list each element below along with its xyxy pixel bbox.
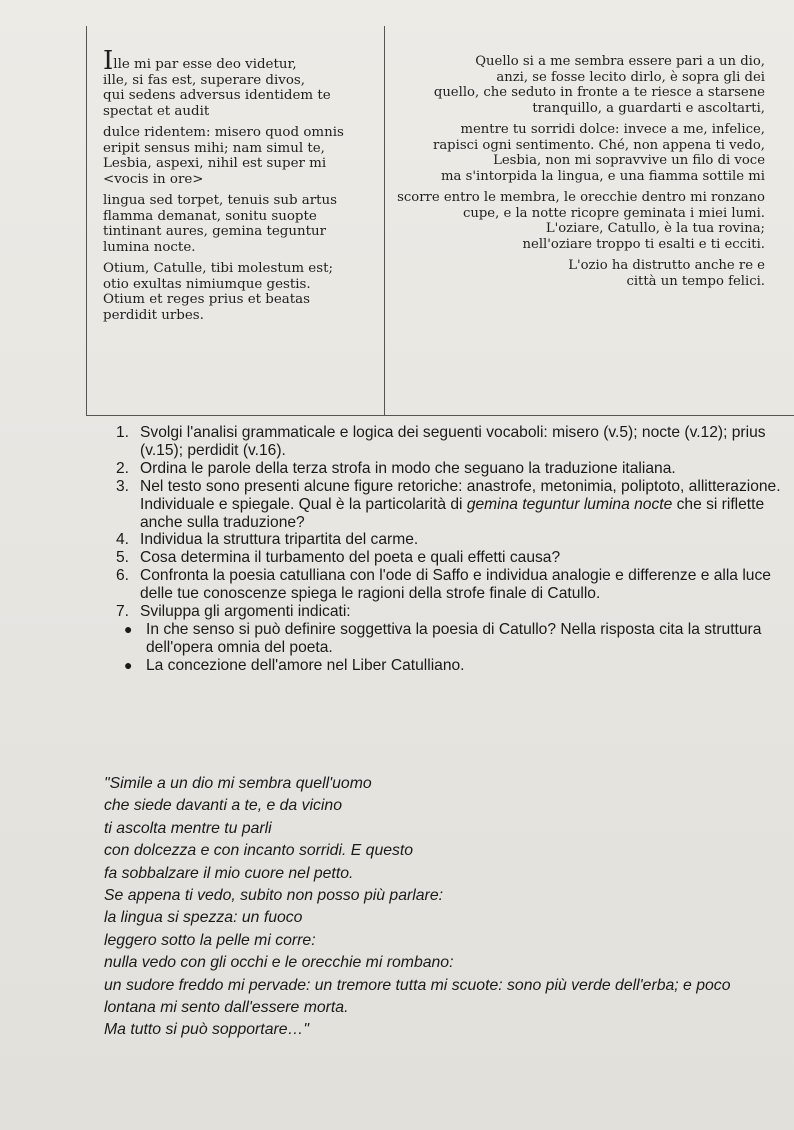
latin-line: Otium, Catulle, tibi molestum est; (103, 261, 333, 276)
italian-line: nell'oziare troppo ti esalti e ti ecciti. (522, 236, 765, 252)
italian-line: rapisci ogni sentimento. Ché, non appena ti vedo, (433, 137, 765, 153)
column-divider (384, 26, 385, 416)
latin-line: eripit sensus mihi; nam simul te, (103, 140, 325, 156)
question-text: Individua la struttura tripartita del carme. (140, 531, 419, 549)
question-item (116, 424, 792, 460)
question-text: Confronta la poesia catulliana con l'ode di Saffo e individua analogie e differenze e alla luce delle tue conoscenze spiega le ragioni della strofe finale di Catullo. (140, 567, 771, 603)
italian-line: L'ozio ha distrutto anche re e (568, 258, 765, 273)
latin-line: Lesbia, aspexi, nihil est super mi (103, 156, 327, 171)
translation-line: un sudore freddo mi pervade: un tremore tutta mi scuote: sono più verde dell'erba; e poco (104, 976, 731, 994)
latin-line: Otium et reges prius et beatas (103, 292, 311, 307)
question-text: Cosa determina il turbamento del poeta e quali effetti causa? (140, 549, 561, 567)
latin-stanza-2 (103, 125, 381, 187)
drop-cap: I (103, 46, 114, 76)
italian-line: cupe, e la notte ricopre geminata i miei lumi. (462, 205, 765, 221)
question-number: 4. (116, 531, 130, 549)
italian-line: città un tempo felici. (626, 273, 765, 289)
bullet-text: La concezione dell'amore nel Liber Catulliano. (146, 656, 465, 674)
question-text: Ordina le parole della terza strofa in modo che seguano la traduzione italiana. (140, 459, 676, 477)
latin-line-text: lle mi par esse deo videtur, (113, 57, 297, 72)
sappho-translation (104, 773, 794, 1042)
latin-stanza-1 (103, 46, 381, 119)
bullet-icon: ● (124, 620, 133, 637)
latin-line: lingua sed torpet, tenuis sub artus (103, 193, 338, 208)
question-number: 3. (116, 477, 130, 495)
latin-line: perdidit urbes. (103, 307, 204, 323)
question-number: 7. (116, 603, 130, 621)
latin-line: qui sedens adversus identidem te (103, 88, 331, 103)
question-number: 5. (116, 549, 130, 567)
question-text (140, 478, 792, 532)
question-number: 2. (116, 459, 130, 477)
bullet-item (124, 657, 792, 675)
translation-line: la lingua si spezza: un fuoco (104, 909, 303, 927)
latin-stanza-4 (103, 261, 381, 323)
question-number: 6. (116, 567, 130, 585)
translation-line: nulla vedo con gli occhi e le orecchie mi rombano: (104, 954, 454, 972)
question-text: Svolgi l'analisi grammaticale e logica dei seguenti vocaboli: misero (v.5); nocte (v.12); prius (v.15); perdidit (v.16). (140, 424, 766, 459)
translation-line: Ma tutto si può sopportare…" (104, 1021, 309, 1039)
bullet-item (124, 621, 792, 657)
question-item (116, 460, 792, 478)
question-text-part: che si riflette anche sulla traduzione? (140, 495, 765, 531)
translation-line: leggero sotto la pelle mi corre: (104, 931, 316, 949)
italian-stanza-2 (389, 122, 793, 184)
italian-stanza-3 (389, 190, 793, 252)
translation-line: Se appena ti vedo, subito non posso più parlare: (104, 887, 443, 905)
question-emphasis: gemina teguntur lumina nocte (466, 495, 673, 513)
latin-line: ille, si fas est, superare divos, (103, 72, 306, 88)
italian-stanza-4 (389, 258, 793, 289)
latin-line (103, 46, 381, 76)
italian-translation-column (389, 54, 793, 295)
translation-line: "Simile a un dio mi sembra quell'uomo (104, 775, 372, 792)
poem-table (86, 26, 794, 416)
exercise-questions (116, 424, 792, 675)
question-text: Sviluppa gli argomenti indicati: (140, 603, 351, 621)
latin-text-column (103, 46, 381, 329)
italian-line: mentre tu sorridi dolce: invece a me, infelice, (460, 122, 765, 137)
question-number: 1. (116, 424, 130, 441)
latin-line: tintinant aures, gemina teguntur (103, 224, 327, 239)
bullet-icon: ● (124, 656, 133, 673)
latin-line: <vocis in ore> (103, 171, 204, 187)
question-item (116, 531, 792, 549)
italian-line: ma s'intorpida la lingua, e una fiamma sottile mi (441, 168, 765, 184)
translation-line: lontana mi sento dall'essere morta. (104, 999, 349, 1017)
bullet-text: In che senso si può definire soggettiva la poesia di Catullo? Nella risposta cita la struttura dell'opera omnia del poeta. (146, 620, 762, 656)
italian-line: anzi, se fosse lecito dirlo, è sopra gli dei (496, 69, 765, 85)
italian-line: Quello si a me sembra essere pari a un dio, (475, 54, 765, 69)
translation-line: ti ascolta mentre tu parli (104, 819, 272, 837)
italian-line: quello, che seduto in fronte a te riesce a starsene (433, 85, 765, 100)
question-item (116, 549, 792, 567)
latin-line: lumina nocte. (103, 239, 196, 255)
translation-line: con dolcezza e con incanto sorridi. E questo (104, 842, 414, 860)
question-text-part: Nel testo sono presenti alcune figure retoriche: anastrofe, metonimia, poliptoto, allitterazione. Individuale e spiegale. Qual è la particolarità di (140, 477, 781, 513)
translation-line: che siede davanti a te, e da vicino (104, 797, 342, 815)
italian-line: tranquillo, a guardarti e ascoltarti, (532, 100, 765, 116)
latin-line: flamma demanat, sonitu suopte (103, 208, 317, 224)
question-item (116, 567, 792, 603)
italian-line: L'oziare, Catullo, è la tua rovina; (545, 221, 765, 236)
question-item (116, 603, 792, 621)
italian-line: scorre entro le membra, le orecchie dentro mi ronzano (397, 190, 765, 205)
translation-line: fa sobbalzare il mio cuore nel petto. (104, 864, 354, 882)
latin-stanza-3 (103, 193, 381, 255)
question-item (116, 478, 792, 532)
italian-stanza-1 (389, 54, 793, 116)
italian-line: Lesbia, non mi sopravvive un filo di voce (493, 153, 765, 168)
latin-line: spectat et audit (103, 103, 210, 119)
latin-line: dulce ridentem: misero quod omnis (103, 125, 344, 140)
latin-line: otio exultas nimiumque gestis. (103, 276, 311, 292)
